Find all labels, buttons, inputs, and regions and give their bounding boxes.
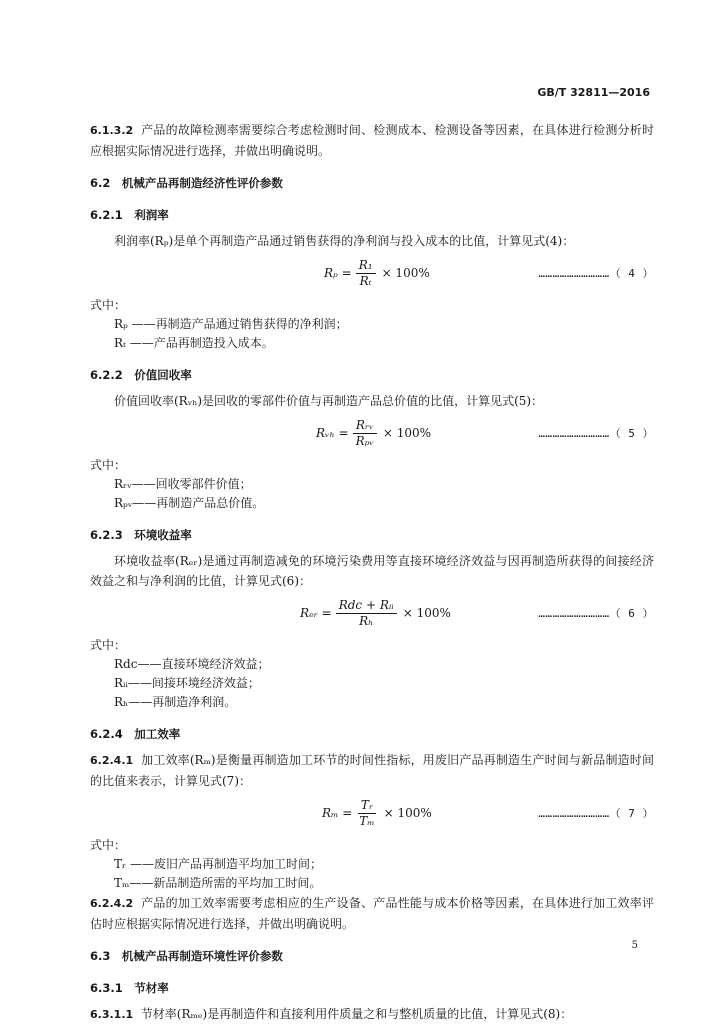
formula-4-intro: 利润率(Rₚ)是单个再制造产品通过销售获得的净利润与投入成本的比值，计算见式(4)：: [114, 234, 575, 248]
definition-item: Rᵣᵥ——回收零部件价值；: [114, 477, 252, 491]
fraction: [336, 598, 397, 629]
clause-text: 产品的加工效率需要考虑相应的生产设备、产品性能与成本价格等因素，在具体进行加工效率评估时应根据实际情况进行选择，并做出明确说明。: [90, 896, 654, 931]
page-number: 5: [631, 940, 638, 951]
section-6-3-1-title: 6.3.1 节材率: [90, 981, 169, 995]
formula-lhs: Rₚ =: [324, 266, 352, 280]
formula-5: [90, 413, 654, 453]
where-label: 式中：: [90, 638, 127, 652]
formula-lhs: Rₑᵣ =: [300, 606, 332, 620]
definition-item: Rₕ——再制造净利润。: [114, 695, 237, 709]
section-6-2-1-title: 6.2.1 利润率: [90, 208, 169, 222]
clause-6-1-3-2: [90, 120, 654, 161]
document-body: [90, 120, 654, 1025]
denominator: Rₕ: [359, 613, 374, 628]
definition-item: Rₜ ——产品再制造投入成本。: [114, 336, 274, 350]
definition-item: Rₚ ——再制造产品通过销售获得的净利润；: [114, 317, 348, 331]
section-6-2-4-title: 6.2.4 加工效率: [90, 727, 181, 741]
numerator: Rᵣᵥ: [353, 418, 377, 434]
section-6-2-title: 6.2 机械产品再制造经济性评价参数: [90, 176, 283, 190]
clause-number: 6.2.4.1: [90, 754, 134, 767]
formula-rest: × 100%: [381, 266, 430, 280]
formula-rest: × 100%: [383, 806, 432, 820]
equation-number: …………………………（ 7 ）: [538, 807, 654, 820]
clause-text: 产品的故障检测率需要综合考虑检测时间、检测成本、检测设备等因素，在具体进行检测分析时应根据实际情况进行选择，并做出明确说明。: [90, 123, 654, 158]
formula-lhs: Rₘ =: [322, 806, 353, 820]
where-label: 式中：: [90, 298, 127, 312]
definition-item: Tᵣ ——废旧产品再制造平均加工时间；: [114, 857, 322, 871]
definition-item: Rₚᵥ——再制造产品总价值。: [114, 496, 265, 510]
denominator: Rₚᵥ: [355, 433, 374, 448]
where-label: 式中：: [90, 838, 127, 852]
formula-lhs: Rᵥₕ =: [316, 426, 349, 440]
formula-4: [90, 253, 654, 293]
equation-number: …………………………（ 4 ）: [538, 267, 654, 280]
formula-6: [90, 593, 654, 633]
clause-text: 加工效率(Rₘ)是衡量再制造加工环节的时间性指标，用废旧产品再制造生产时间与新品制造时间的比值来表示，计算见式(7)：: [90, 753, 654, 788]
formula-7: [90, 793, 654, 833]
clause-number: 6.2.4.2: [90, 897, 134, 910]
clause-number: 6.1.3.2: [90, 124, 134, 137]
clause-6-2-4-2: [90, 893, 654, 934]
clause-text: 节材率(Rₘₑ)是再制造件和直接利用件质量之和与整机质量的比值，计算见式(8)：: [140, 1007, 573, 1021]
formula-rest: × 100%: [402, 606, 451, 620]
standard-number: GB/T 32811—2016: [537, 86, 650, 99]
section-6-2-3-title: 6.2.3 环境收益率: [90, 528, 192, 542]
where-label: 式中：: [90, 458, 127, 472]
definition-item: Tₘ——新品制造所需的平均加工时间。: [114, 876, 322, 890]
formula-rest: × 100%: [382, 426, 432, 440]
denominator: Rₜ: [359, 273, 372, 288]
fraction: [353, 418, 377, 449]
equation-number: …………………………（ 5 ）: [538, 427, 654, 440]
numerator: Rdc + Rᵢᵢ: [336, 598, 397, 614]
fraction: [356, 798, 377, 829]
equation-number: …………………………（ 6 ）: [538, 607, 654, 620]
section-6-2-2-title: 6.2.2 价值回收率: [90, 368, 192, 382]
formula-5-intro: 价值回收率(Rᵥₕ)是回收的零部件价值与再制造产品总价值的比值，计算见式(5)：: [114, 394, 544, 408]
clause-6-3-1-1: [90, 1004, 654, 1025]
definition-item: Rᵢᵢ——间接环境经济效益；: [114, 676, 260, 690]
numerator: Tᵣ: [358, 798, 376, 814]
section-6-3-title: 6.3 机械产品再制造环境性评价参数: [90, 949, 283, 963]
definition-item: Rdc——直接环境经济效益；: [114, 657, 270, 671]
numerator: R₁: [356, 258, 376, 274]
clause-6-2-4-1: [90, 750, 654, 791]
fraction: [356, 258, 376, 289]
formula-6-intro: 环境收益率(Rₑᵣ)是通过再制造减免的环境污染费用等直接环境经济效益与因再制造所获得的间接经济效益之和与净利润的比值，计算见式(6)：: [90, 554, 654, 588]
clause-number: 6.3.1.1: [90, 1008, 134, 1021]
denominator: Tₘ: [359, 813, 375, 828]
